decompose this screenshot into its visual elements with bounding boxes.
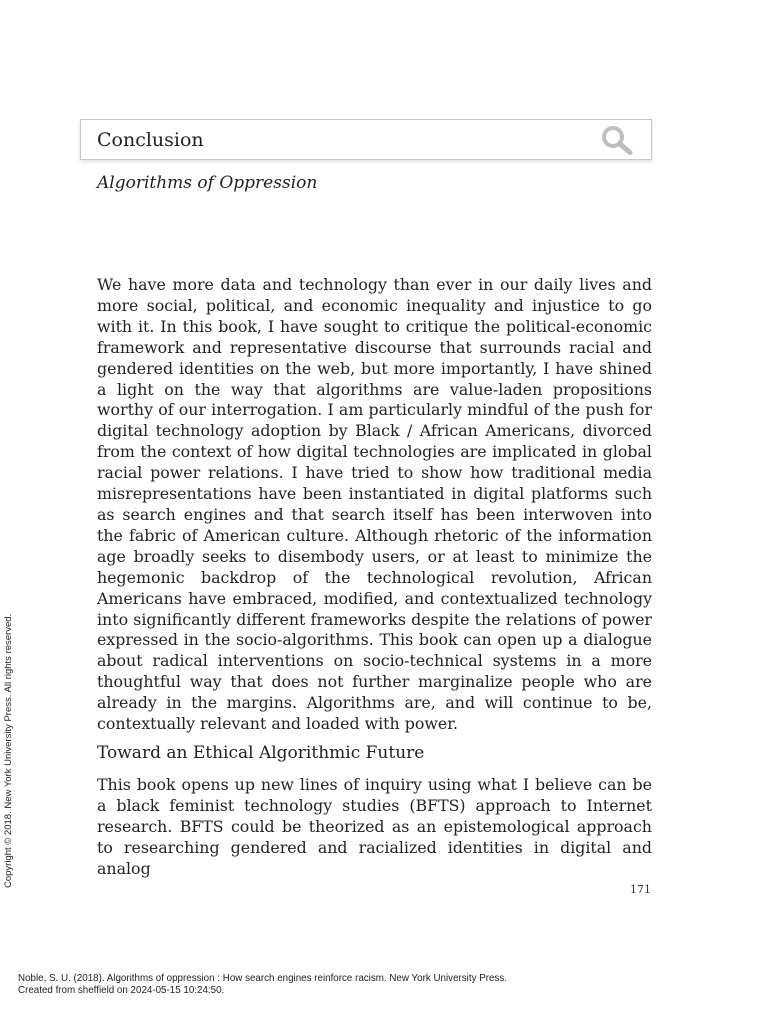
body-paragraph: This book opens up new lines of inquiry using what I believe can be a black feminist technology studies (BFTS) approach to Internet research. BFTS could be theorized as an epistemological approach to researching gendered and racialized identities in digital and analog: [97, 775, 652, 878]
page-number: 171: [630, 883, 651, 896]
chapter-title-bar: [80, 119, 652, 160]
body-paragraph: We have more data and technology than ever in our daily lives and more social, political, and economic inequality and injustice to go with it. In this book, I have sought to critique the political-economic framework and representative discourse that surrounds racial and gendered identities on the web, but more importantly, I have shined a light on the way that algorithms are value-laden propositions worthy of our interrogation. I am particularly mindful of the push for digital technology adoption by Black / African Americans, divorced from the context of how digital technologies are implicated in global racial power relations. I have tried to show how traditional media misrepresentations have been instantiated in digital platforms such as search engines and that search itself has been interwoven into the fabric of American culture. Although rhetoric of the information age broadly seeks to disembody users, or at least to minimize the hegemonic backdrop of the technological revolution, African Americans have embraced, modified, and contextualized technology into significantly different frameworks despite the relations of power expressed in the socio-algorithms. This book can open up a dialogue about radical interventions on socio-technical systems in a more thoughtful way that does not further marginalize people who are already in the margins. Algorithms are, and will continue to be, contextually relevant and loaded with power.: [97, 275, 652, 734]
search-icon: [599, 124, 635, 156]
copyright-notice: Copyright © 2018. New York University Press. All rights reserved.: [3, 613, 14, 888]
created-timestamp: Created from sheffield on 2024-05-15 10:24:50.: [18, 985, 225, 996]
chapter-title: Conclusion: [97, 129, 204, 151]
section-heading: Toward an Ethical Algorithmic Future: [97, 743, 425, 763]
citation-text: Noble, S. U. (2018). Algorithms of oppression : How search engines reinforce racism. New York University Press.: [18, 973, 507, 984]
citation-footer: [18, 973, 507, 997]
book-subtitle: Algorithms of Oppression: [97, 173, 318, 193]
